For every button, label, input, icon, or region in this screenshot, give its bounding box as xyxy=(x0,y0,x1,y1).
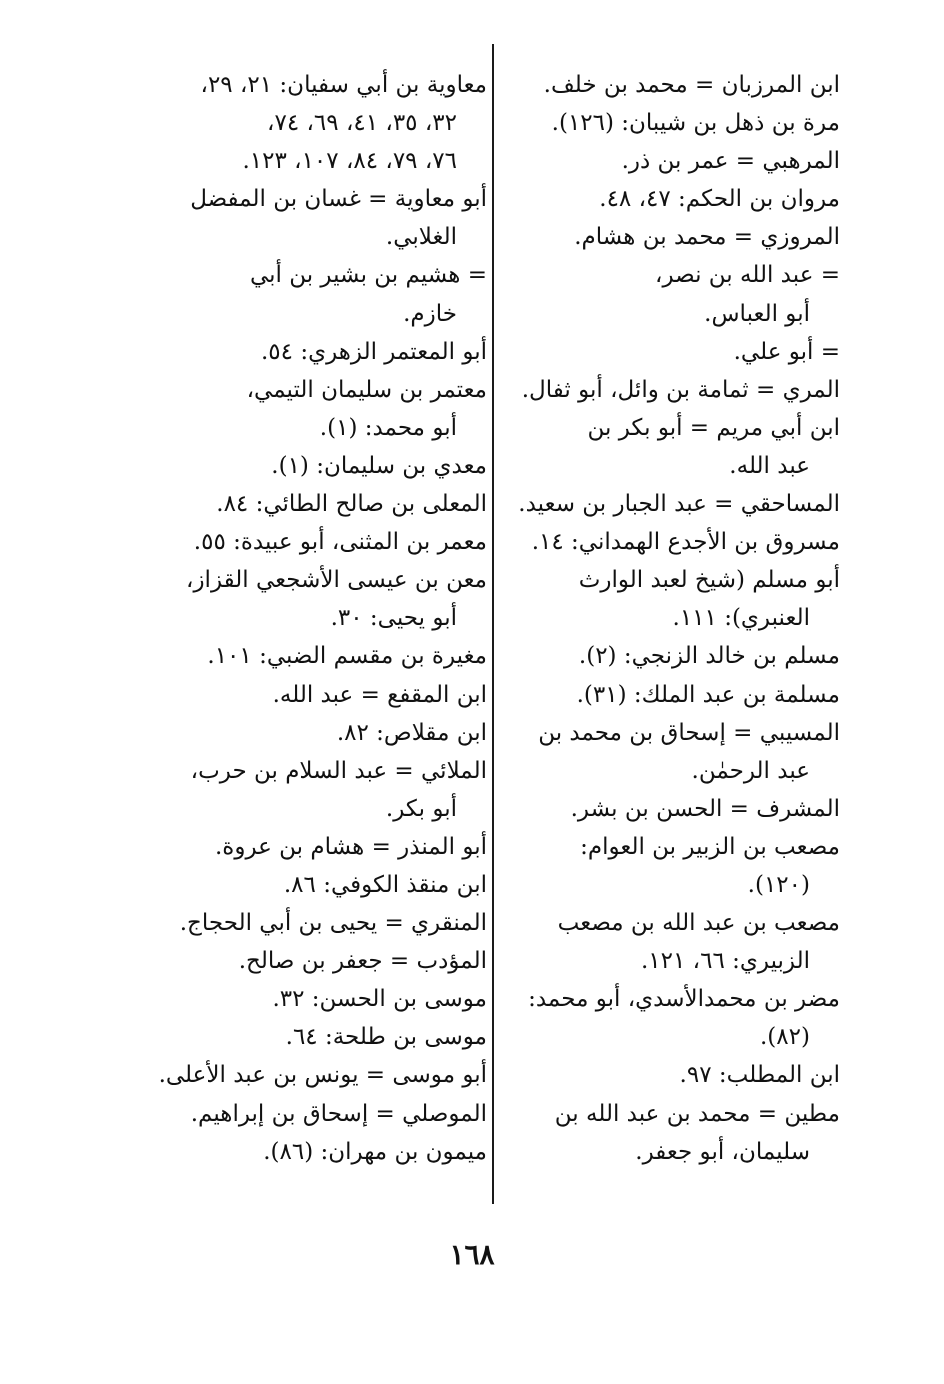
index-entry-line: المنقري = يحيى بن أبي الحجاج. xyxy=(179,910,487,937)
index-column-right xyxy=(495,66,840,1171)
index-entry-line: ميمون بن مهران: (٨٦). xyxy=(263,1138,487,1165)
index-entry-line: معتمر بن سليمان التيمي، xyxy=(246,376,487,403)
index-entry-continuation: ٣٢، ٣٥، ٤١، ٦٩، ٧٤، xyxy=(267,110,457,137)
index-entry xyxy=(495,904,840,980)
index-entry-continuation: العنبري): ١١١. xyxy=(672,605,810,632)
index-entry xyxy=(135,180,487,256)
index-entry-line: ابن المطلب: ٩٧. xyxy=(679,1062,840,1089)
index-entry-continuation: أبو العباس. xyxy=(704,300,810,327)
index-entry-continuation: أبو محمد: (١). xyxy=(319,414,457,441)
index-entry-line: المشرف = الحسن بن بشر. xyxy=(570,795,840,822)
index-entry xyxy=(135,333,487,371)
index-entry-line: المرهبي = عمر بن ذر. xyxy=(621,148,840,175)
index-entry xyxy=(495,980,840,1056)
index-entry-line: مغيرة بن مقسم الضبي: ١٠١. xyxy=(207,643,487,670)
index-entry-line: ابن المقفع = عبد الله. xyxy=(272,681,487,708)
index-entry xyxy=(495,676,840,714)
index-entry-line: مصعب بن الزبير بن العوام: xyxy=(580,833,840,860)
index-entry-continuation: أبو بكر. xyxy=(385,795,457,822)
index-entry xyxy=(495,180,840,218)
index-column-left xyxy=(135,66,487,1171)
index-entry xyxy=(135,828,487,866)
index-entry-line: = أبو علي. xyxy=(733,338,840,365)
index-entry xyxy=(135,523,487,561)
index-entry xyxy=(135,1133,487,1171)
index-entry-line: أبو معاوية = غسان بن المفضل xyxy=(190,186,487,213)
index-entry-line: ابن أبي مريم = أبو بكر بن xyxy=(587,414,840,441)
index-entry-line: موسى بن الحسن: ٣٢. xyxy=(272,986,487,1013)
index-entry-line: المساحقي = عبد الجبار بن سعيد. xyxy=(518,491,840,518)
index-entry xyxy=(495,790,840,828)
index-entry-line: مصعب بن عبد الله بن مصعب xyxy=(557,910,840,937)
index-entry xyxy=(135,1018,487,1056)
index-entry xyxy=(135,371,487,447)
index-entry-line: الملائي = عبد السلام بن حرب، xyxy=(190,757,487,784)
index-entry-line: معمر بن المثنى، أبو عبيدة: ٥٥. xyxy=(193,529,487,556)
index-entry-line: مرة بن ذهل بن شيبان: (١٢٦). xyxy=(551,110,840,137)
index-entry-line: مطين = محمد بن عبد الله بن xyxy=(554,1100,840,1127)
index-entry-line: مسروق بن الأجدع الهمداني: ١٤. xyxy=(531,529,840,556)
index-entry xyxy=(495,371,840,409)
index-entry-continuation: أبو يحيى: ٣٠. xyxy=(330,605,457,632)
page-number: ١٦٨ xyxy=(449,1238,495,1271)
index-entry xyxy=(495,409,840,485)
index-entry xyxy=(135,637,487,675)
index-entry-line: المعلى بن صالح الطائي: ٨٤. xyxy=(216,491,487,518)
index-entry xyxy=(135,256,487,332)
index-entry-line: أبو المعتمر الزهري: ٥٤. xyxy=(260,338,487,365)
index-entry-line: معاوية بن أبي سفيان: ٢١، ٢٩، xyxy=(200,72,487,98)
index-entry xyxy=(495,714,840,790)
index-entry-line: = عبد الله بن نصر، xyxy=(655,262,840,289)
index-entry-line: معن بن عيسى الأشجعي القزاز، xyxy=(186,567,487,594)
column-divider xyxy=(492,44,494,1204)
index-entry-continuation: عبد الرحمٰن. xyxy=(691,757,810,784)
index-entry xyxy=(135,904,487,942)
index-entry-continuation: الغلابي. xyxy=(385,224,457,251)
index-entry-line: مروان بن الحكم: ٤٧، ٤٨. xyxy=(599,186,840,213)
index-entry xyxy=(135,676,487,714)
index-entry-continuation: (١٢٠). xyxy=(747,871,810,898)
index-entry xyxy=(135,447,487,485)
index-entry-line: مسلم بن خالد الزنجي: (٢). xyxy=(578,643,840,670)
index-entry-line: المؤدب = جعفر بن صالح. xyxy=(238,948,487,975)
index-entry-line: مسلمة بن عبد الملك: (٣١). xyxy=(576,681,840,708)
index-entry-continuation: (٨٢). xyxy=(760,1024,810,1051)
index-entry xyxy=(495,142,840,180)
index-entry xyxy=(495,485,840,523)
index-entry-continuation: خازم. xyxy=(403,300,457,327)
index-entry-line: المسيبي = إسحاق بن محمد بن xyxy=(538,719,840,746)
index-entry-line: ابن المرزبان = محمد بن خلف. xyxy=(543,72,840,98)
index-entry-continuation: الزبيري: ٦٦، ١٢١. xyxy=(640,948,810,975)
index-entry xyxy=(495,104,840,142)
index-entry xyxy=(135,561,487,637)
index-entry xyxy=(135,1095,487,1133)
index-entry xyxy=(135,714,487,752)
index-entry-continuation: عبد الله. xyxy=(729,452,810,479)
index-entry xyxy=(135,980,487,1018)
index-entry xyxy=(495,637,840,675)
index-entry-line: ابن مقلاص: ٨٢. xyxy=(336,719,487,746)
index-entry xyxy=(495,561,840,637)
index-entry-line: ابن منقذ الكوفي: ٨٦. xyxy=(283,871,487,898)
index-entry xyxy=(135,66,487,180)
index-entry xyxy=(135,1056,487,1094)
index-entry xyxy=(135,752,487,828)
index-entry-line: = هشيم بن بشير بن أبي xyxy=(249,262,487,289)
index-entry xyxy=(495,218,840,256)
index-entry-line: المري = ثمامة بن وائل، أبو ثفال. xyxy=(521,376,840,403)
index-entry-continuation: ٧٦، ٧٩، ٨٤، ١٠٧، ١٢٣. xyxy=(242,148,457,175)
index-entry xyxy=(495,1095,840,1171)
index-entry xyxy=(495,256,840,332)
index-entry xyxy=(495,333,840,371)
index-entry-line: الموصلي = إسحاق بن إبراهيم. xyxy=(190,1100,487,1127)
index-entry xyxy=(135,866,487,904)
index-entry-line: معدي بن سليمان: (١). xyxy=(271,452,487,479)
index-entry xyxy=(495,1056,840,1094)
index-entry xyxy=(135,942,487,980)
index-entry-line: مضر بن محمدالأسدي، أبو محمد: xyxy=(528,986,840,1013)
index-entry-line: المروزي = محمد بن هشام. xyxy=(574,224,840,251)
index-entry-line: موسى بن طلحة: ٦٤. xyxy=(285,1024,487,1051)
index-entry-line: أبو المنذر = هشام بن عروة. xyxy=(214,833,487,860)
index-entry xyxy=(135,485,487,523)
index-entry xyxy=(495,66,840,104)
index-entry-continuation: سليمان، أبو جعفر. xyxy=(635,1138,810,1165)
index-entry-line: أبو مسلم (شيخ لعبد الوارث xyxy=(578,567,840,594)
index-entry xyxy=(495,828,840,904)
index-entry-line: أبو موسى = يونس بن عبد الأعلى. xyxy=(158,1062,487,1089)
index-entry xyxy=(495,523,840,561)
